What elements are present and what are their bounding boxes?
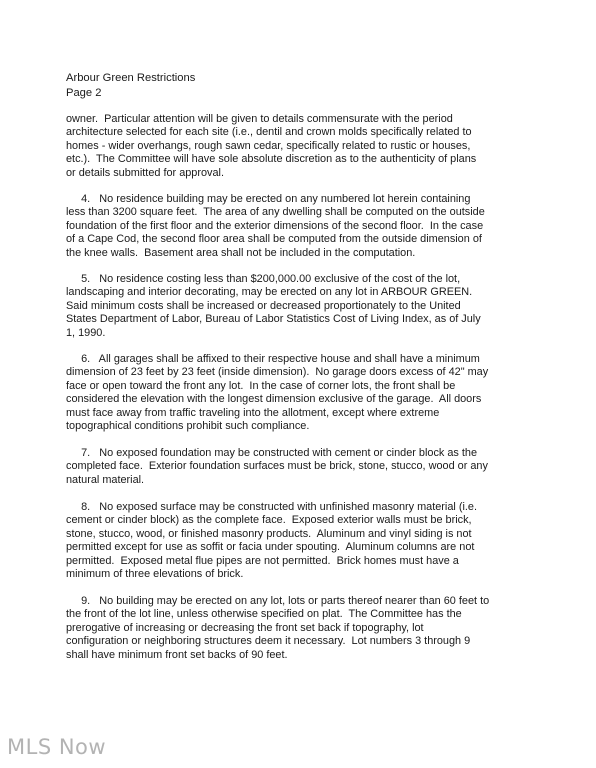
text-line: the front of the lot line, unless otherwise specified on plat. The Committee has the — [66, 608, 462, 621]
paragraph-section — [66, 595, 536, 662]
text-line: etc.). The Committee will have sole absolute discretion as to the authenticity of plans — [66, 153, 477, 166]
text-line: 8. No exposed surface may be constructed with unfinished masonry material (i.e. — [66, 501, 478, 513]
paragraph-section — [66, 353, 536, 433]
text-line: dimension of 23 feet by 23 feet (inside dimension). No garage doors excess of 42" may — [66, 366, 489, 379]
text-line: permitted. Exposed metal flue pipes are not permitted. Brick homes must have a — [66, 554, 459, 567]
paragraph-continuation — [66, 113, 536, 180]
text-line: 7. No exposed foundation may be constructed with cement or cinder block as the — [66, 447, 478, 459]
paragraph-section — [66, 501, 536, 581]
page-number: Page 2 — [66, 87, 102, 99]
text-line: permitted except for use as soffit or facia under spouting. Aluminum columns are not — [66, 541, 475, 554]
text-line: of a Cape Cod, the second floor area shall be computed from the outside dimension of — [66, 233, 482, 246]
text-line: 1, 1990. — [66, 326, 106, 339]
text-line: 6. All garages shall be affixed to their respective house and shall have a minimum — [66, 353, 480, 365]
paragraph-section — [66, 273, 536, 340]
text-line: foundation of the first floor and the exterior dimensions of the second floor. In the case — [66, 219, 484, 232]
text-line: homes - wider overhangs, rough sawn cedar, specifically related to rustic or houses, — [66, 139, 471, 152]
paragraph-section — [66, 193, 536, 260]
text-line: considered the elevation with the longest dimension exclusive of the garage. All doors — [66, 393, 482, 406]
text-line: owner. Particular attention will be given to details commensurate with the period — [66, 113, 453, 125]
text-line: natural material. — [66, 473, 145, 486]
text-line: shall have minimum front set backs of 90 feet. — [66, 648, 288, 661]
text-line: configuration or neighboring structures deem it necessary. Lot numbers 3 through 9 — [66, 635, 471, 648]
mls-now-watermark: MLS Now — [7, 735, 107, 759]
text-line: Said minimum costs shall be increased or decreased proportionately to the United — [66, 299, 461, 312]
text-line: architecture selected for each site (i.e., dentil and crown molds specifically related to — [66, 126, 472, 139]
text-line: minimum of three elevations of brick. — [66, 568, 244, 581]
text-line: landscaping and interior decorating, may be erected on any lot in ARBOUR GREEN. — [66, 286, 473, 299]
text-line: stone, stucco, wood, or finished masonry products. Aluminum and vinyl siding is not — [66, 527, 472, 540]
text-line: prerogative of increasing or decreasing the front set back if topography, lot — [66, 621, 424, 634]
text-line: 4. No residence building may be erected on any numbered lot herein containing — [66, 193, 471, 205]
text-line: the knee walls. Basement area shall not be included in the computation. — [66, 246, 416, 259]
text-line: or details submitted for approval. — [66, 166, 224, 179]
text-line: less than 3200 square feet. The area of any dwelling shall be computed on the outside — [66, 206, 485, 219]
text-line: topographical conditions prohibit such compliance. — [66, 420, 310, 433]
paragraph-section — [66, 447, 536, 487]
document-title: Arbour Green Restrictions — [66, 72, 196, 84]
text-line: completed face. Exterior foundation surfaces must be brick, stone, stucco, wood or any — [66, 460, 488, 473]
text-line: 5. No residence costing less than $200,000.00 exclusive of the cost of the lot, — [66, 273, 461, 285]
text-line: face or open toward the front any lot. In the case of corner lots, the front shall be — [66, 379, 456, 392]
text-line: must face away from traffic traveling into the allotment, except where extreme — [66, 406, 440, 419]
text-line: 9. No building may be erected on any lot, lots or parts thereof nearer than 60 feet to — [66, 595, 490, 607]
text-line: States Department of Labor, Bureau of Labor Statistics Cost of Living Index, as of July — [66, 313, 481, 326]
document-header — [66, 71, 195, 101]
text-line: cement or cinder block) as the complete face. Exposed exterior walls must be brick, — [66, 514, 472, 527]
